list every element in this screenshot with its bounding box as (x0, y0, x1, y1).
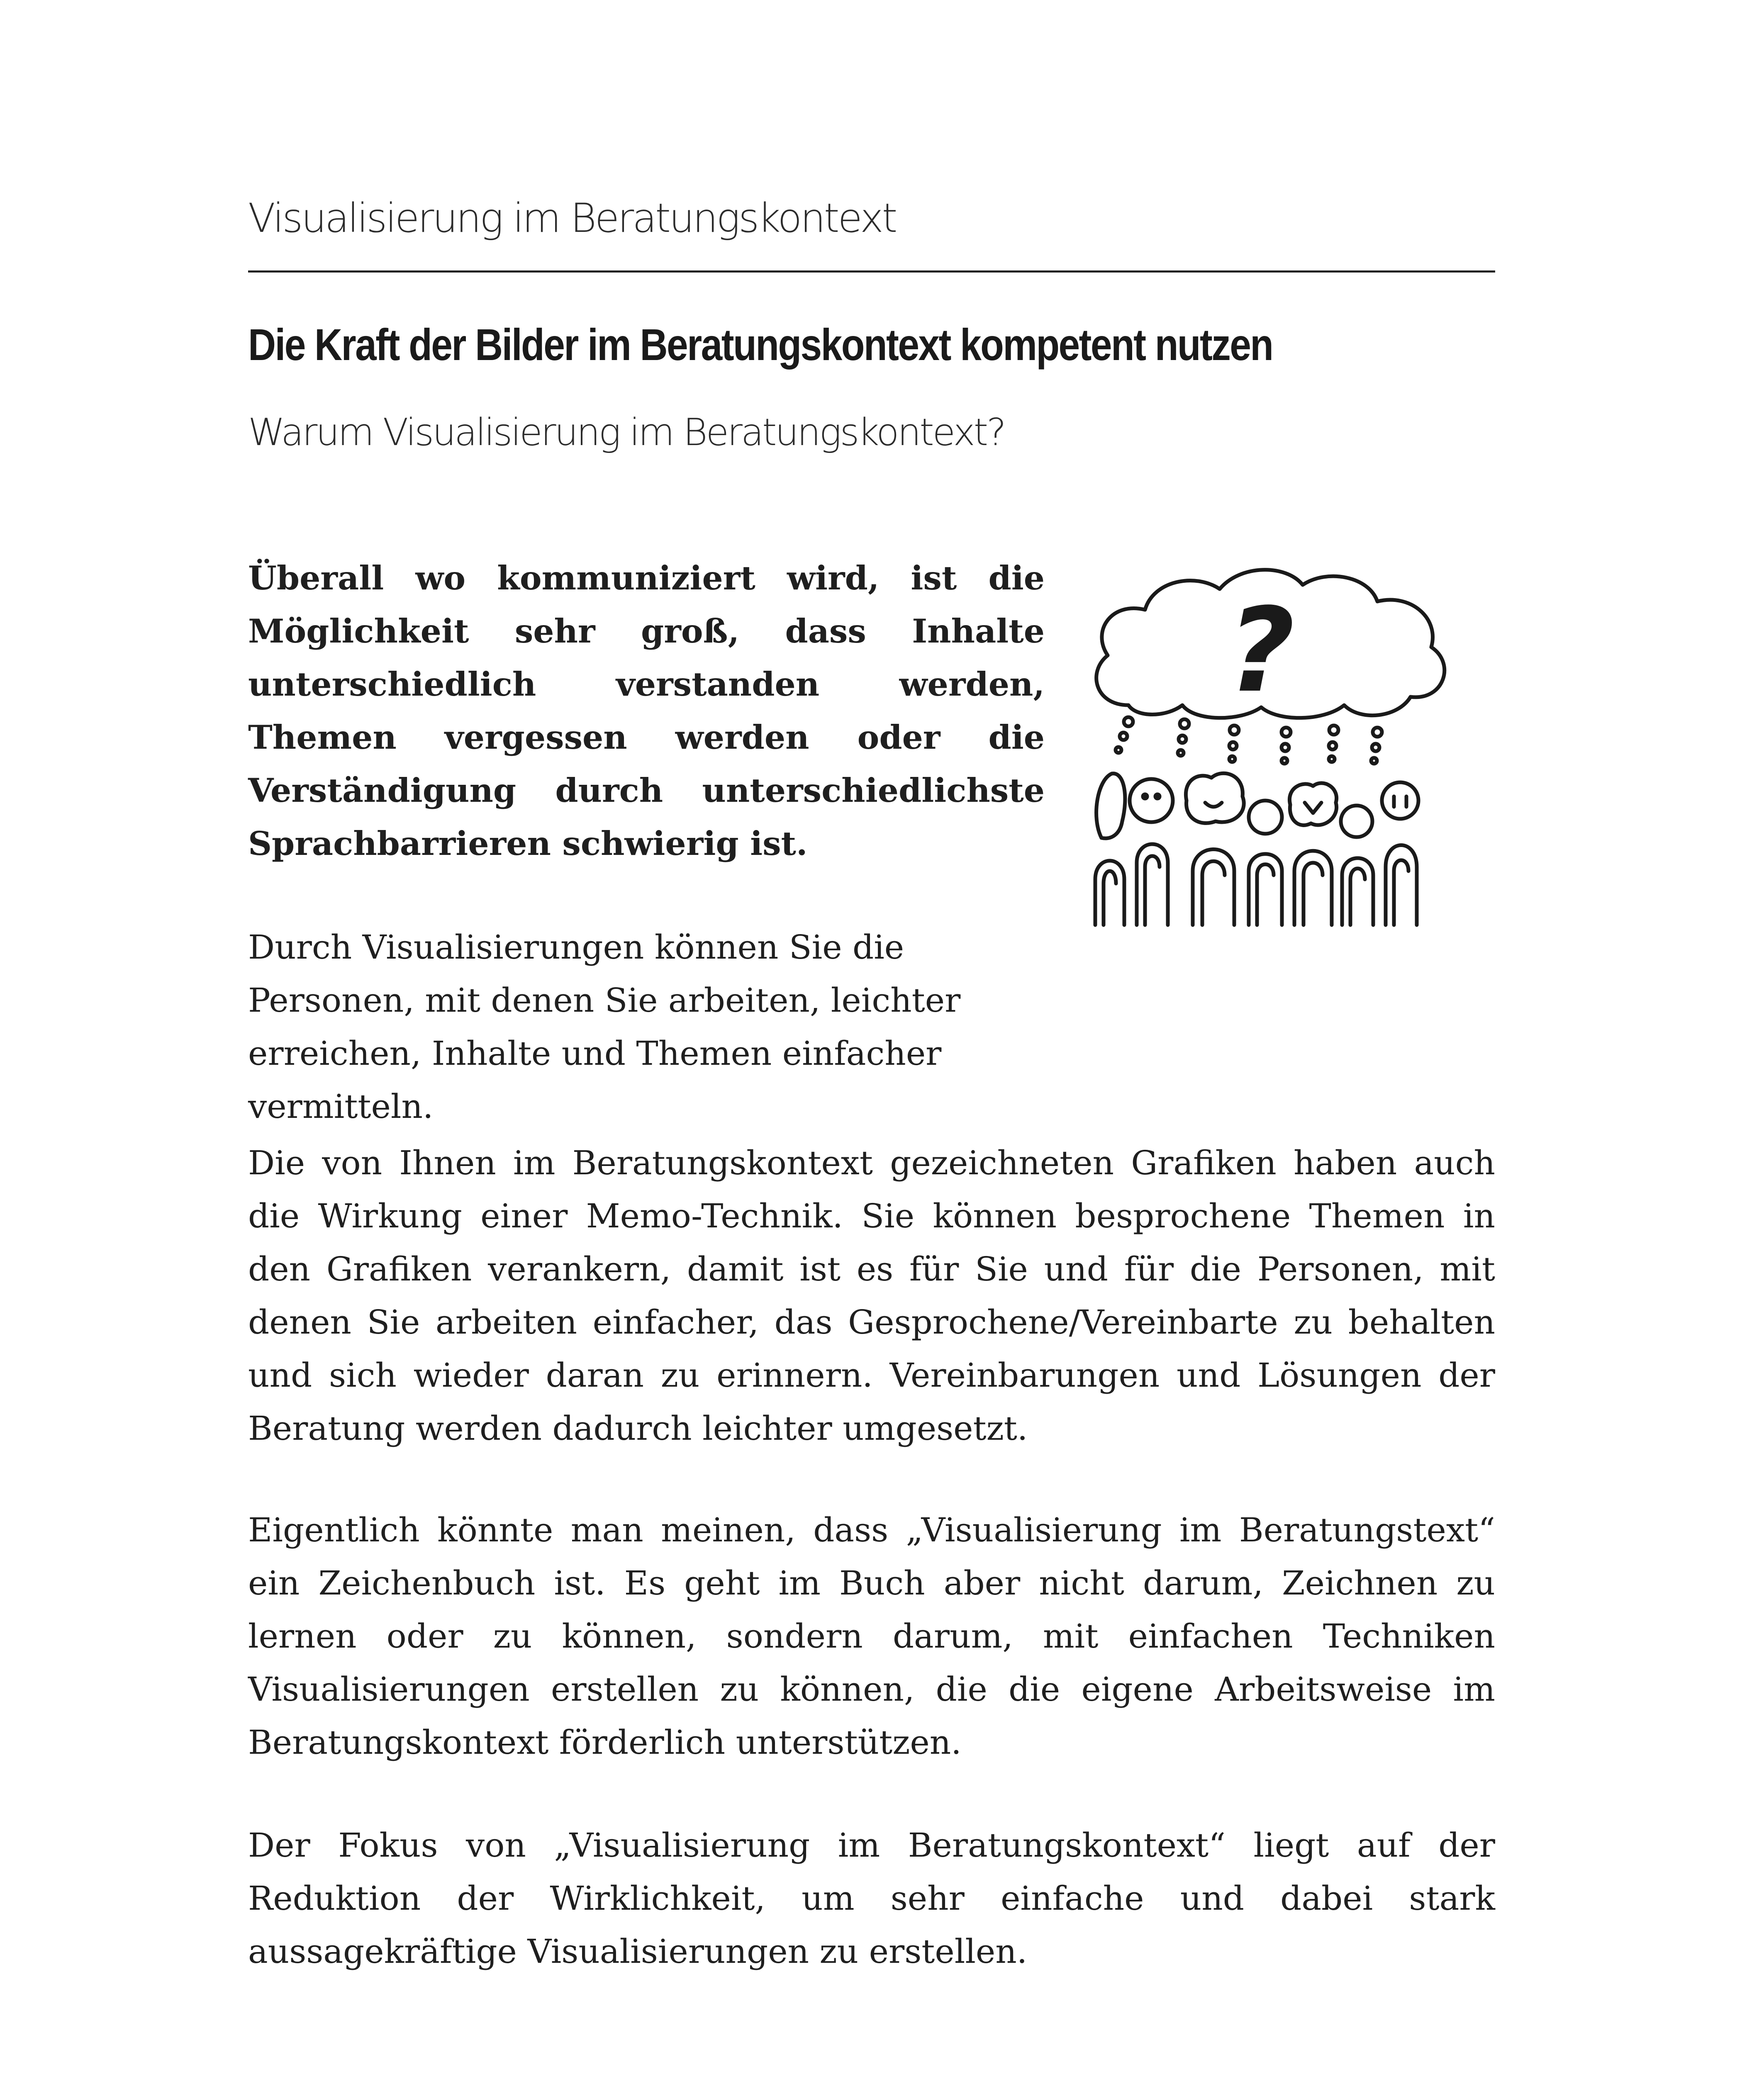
person-head (1382, 782, 1418, 819)
body-paragraph-1: Durch Visualisierungen können Sie die Personen, mit denen Sie arbeiten, leichter erreichen, Inhalte und Themen einfacher vermitteln. (248, 928, 961, 1126)
body-paragraph-3: Eigentlich könnte man meinen, dass „Visualisierung im Beratungstext“ ein Zeichenbuch ist. Es geht im Buch aber nicht darum, Zeichnen zu lernen oder zu können, sondern darum, mit einfachen Techniken Visualisierungen erstellen zu können, die die eigene Arbeitsweise im Beratungskontext förderlich unterstützen. (248, 1511, 1495, 1762)
body-paragraph-4: Der Fokus von „Visualisierung im Beratungskontext“ liegt auf der Reduktion der Wirklichkeit, um sehr einfache und dabei stark aussagekräftige Visualisierungen zu erstellen. (248, 1826, 1495, 1971)
thought-cloud-illustration (1079, 548, 1473, 929)
person-head (1096, 774, 1125, 838)
running-header: Visualisierung im Beratungskontext (248, 195, 896, 241)
question-mark-icon: ? (1227, 583, 1295, 718)
chapter-title: Die Kraft der Bilder im Beratungskontext kompetent nutzen (248, 319, 1273, 370)
section-subtitle: Warum Visualisierung im Beratungskontext? (248, 411, 1005, 454)
header-rule (248, 270, 1495, 273)
person-head (1289, 783, 1336, 825)
person-head (1341, 806, 1372, 837)
person-head (1186, 773, 1244, 823)
lead-paragraph: Überall wo kommuniziert wird, ist die Möglichkeit sehr groß, dass Inhalte unterschiedlich verstanden werden, Themen vergessen werden oder die Verständigung durch unterschiedlichste Sprachbarrieren schwierig ist. (248, 559, 1045, 863)
person-head (1249, 801, 1282, 834)
body-paragraph-2: Die von Ihnen im Beratungskontext gezeichneten Grafiken haben auch die Wirkung einer Memo-Technik. Sie können besprochene Themen in den Grafiken verankern, damit ist es für Sie und für die Personen, mit denen Sie arbeiten einfacher, das Gesprochene/Vereinbarte zu behalten und sich wieder daran zu erinnern. Vereinbarungen und Lösungen der Beratung werden dadurch leichter umgesetzt. (248, 1144, 1495, 1448)
person-head (1130, 779, 1173, 822)
person-body (1386, 845, 1417, 925)
